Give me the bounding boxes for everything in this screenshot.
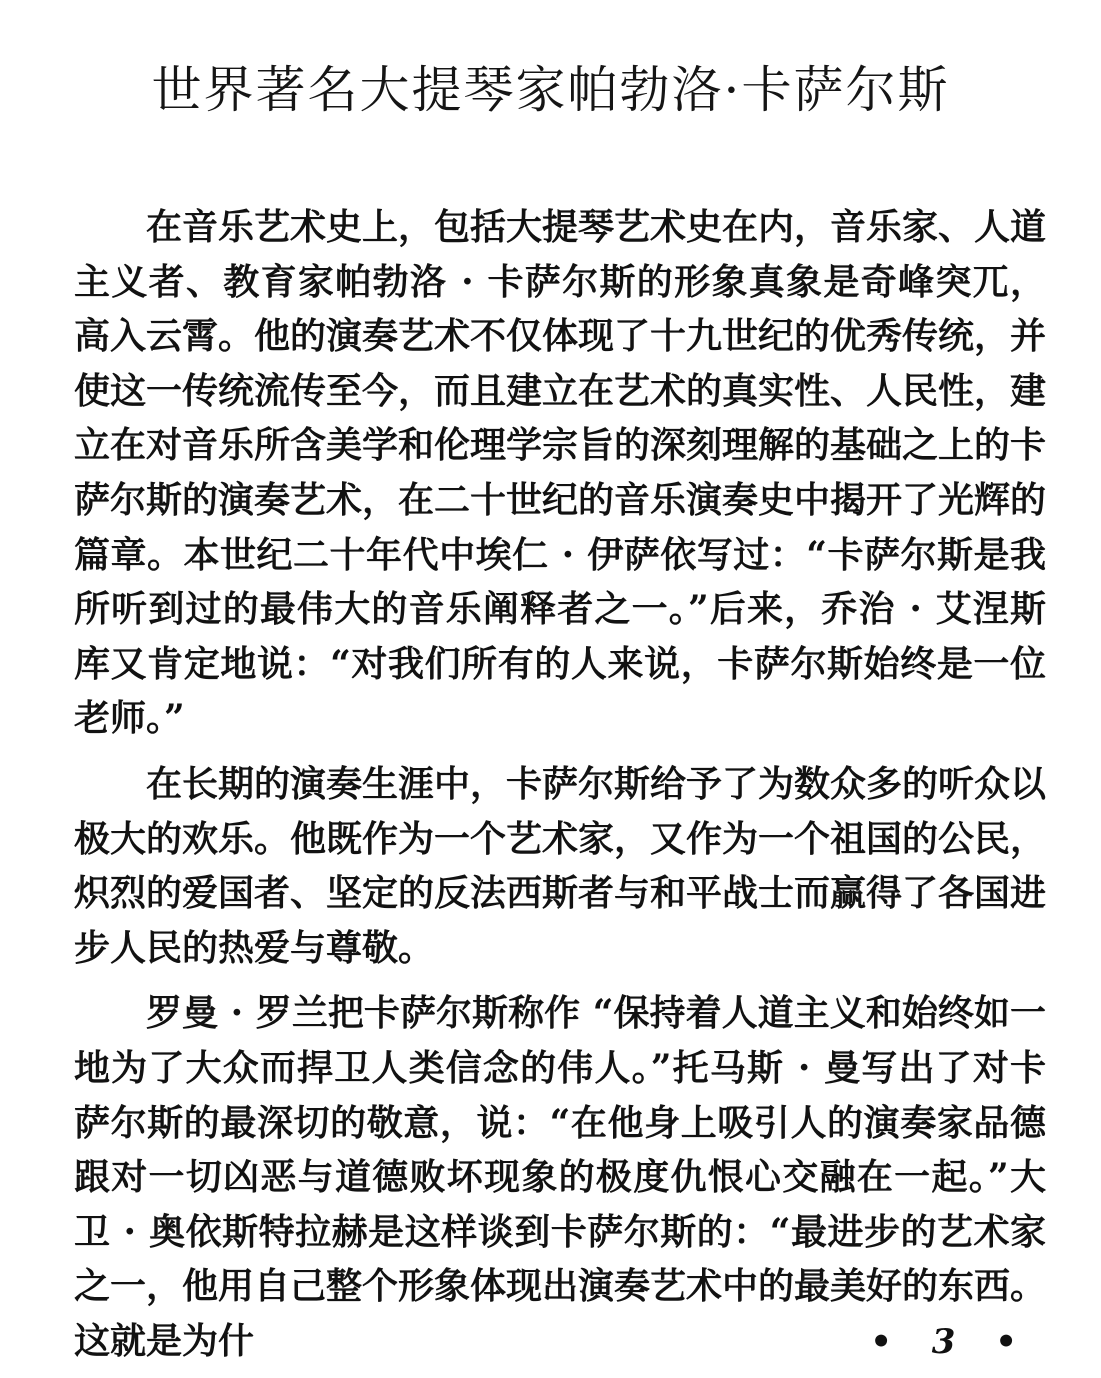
paragraph-1: 在音乐艺术史上，包括大提琴艺术史在内，音乐家、人道主义者、教育家帕勃洛 · 卡萨尔斯的形象真象是奇峰突兀，高入云霄。他的演奏艺术不仅体现了十九世纪的优秀传统，并使这一传统流传至今，而且建立在艺术的真实性、人民性，建立在对音乐所含美学和伦理学宗旨的深刻理解的基础之上的卡萨尔斯的演奏艺术，在二十世纪的音乐演奏史中揭开了光辉的篇章。本世纪二十年代中埃仁 · 伊萨依写过：“卡萨尔斯是我所听到过的最伟大的音乐阐释者之一。”后来，乔治 · 艾涅斯库又肯定地说：“对我们所有的人来说，卡萨尔斯始终是一位老师。”: [74, 206, 1047, 740]
paragraph-2: 在长期的演奏生涯中，卡萨尔斯给予了为数众多的听众以极大的欢乐。他既作为一个艺术家，又作为一个祖国的公民，炽烈的爱国者、坚定的反法西斯者与和平战士而赢得了各国进步人民的热爱与尊敬。: [74, 762, 1047, 969]
body-text: [74, 200, 1046, 1368]
chapter-title: 世界著名大提琴家帕勃洛·卡萨尔斯: [151, 61, 950, 119]
paragraph-3: 罗曼 · 罗兰把卡萨尔斯称作 “保持着人道主义和始终如一地为了大众而捍卫人类信念的伟人。”托马斯 · 曼写出了对卡萨尔斯的最深切的敬意，说：“在他身上吸引人的演奏家品德跟对一切凶恶与道德败坏现象的极度仇恨心交融在一起。”大卫 · 奥依斯特拉赫是这样谈到卡萨尔斯的：“最进步的艺术家之一，他用自己整个形象体现出演奏艺术中的最美好的东西。这就是为什: [74, 992, 1047, 1362]
page-number: • 3 •: [870, 1322, 1031, 1362]
